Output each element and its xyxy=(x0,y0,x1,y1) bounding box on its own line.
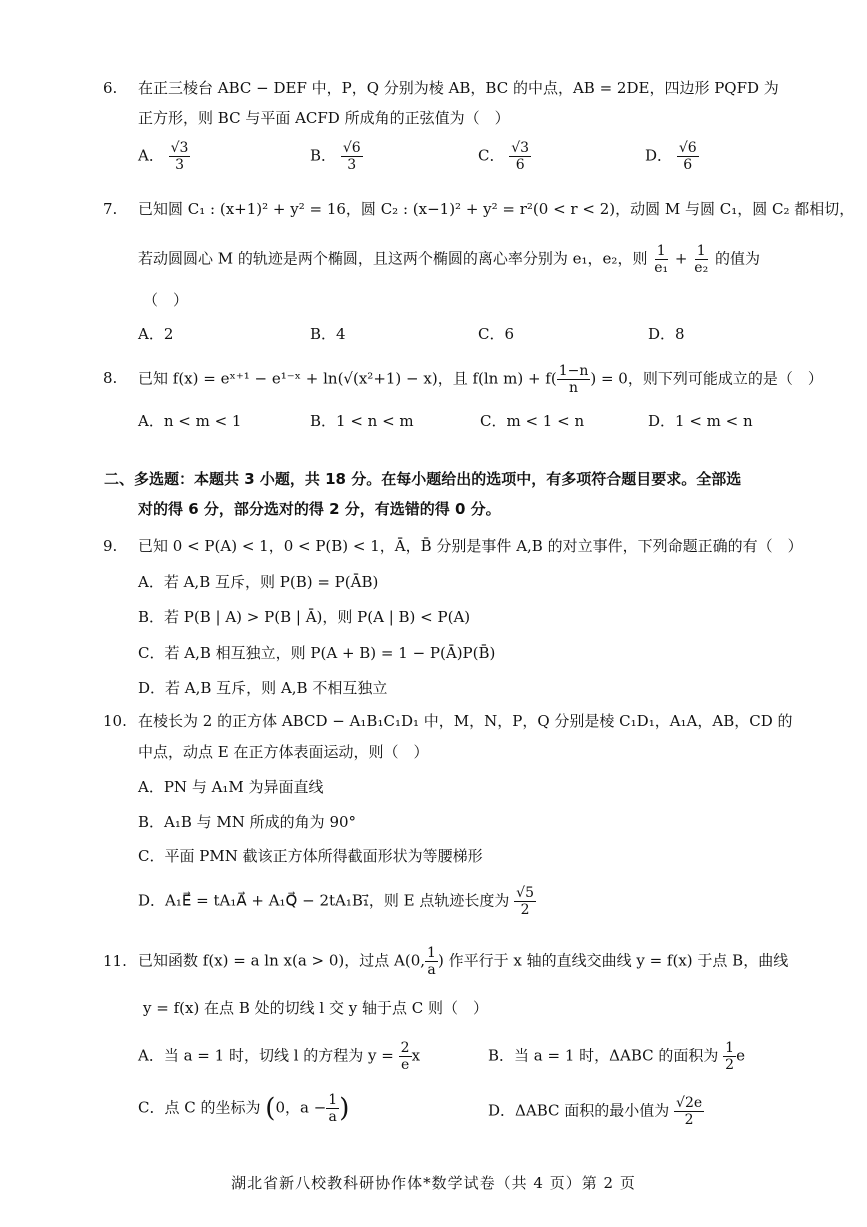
option-b: B．1 < n < m xyxy=(310,412,414,430)
option-b xyxy=(488,1040,745,1073)
option-c: C．m < 1 < n xyxy=(480,412,585,430)
question-text: 中点，动点 E 在正方体表面运动，则（ ） xyxy=(138,743,429,761)
option-c xyxy=(478,140,531,173)
section-heading: 二、多选题：本题共 3 小题，共 18 分。在每小题给出的选项中，有多项符合题目要求。全部选 xyxy=(104,470,742,488)
option-d xyxy=(488,1095,704,1128)
numerator: √3 xyxy=(511,140,530,156)
option-a: A．若 A,B 互斥，则 P(B) = P(ĀB) xyxy=(138,573,379,591)
question-text: 在正三棱台 ABC − DEF 中，P，Q 分别为棱 AB，BC 的中点，AB = 2DE，四边形 PQFD 为 xyxy=(138,79,779,97)
fraction xyxy=(674,1095,704,1128)
option-d xyxy=(645,140,699,173)
fraction xyxy=(169,140,191,173)
text-part: B．当 a = 1 时，ΔABC 的面积为 xyxy=(488,1046,719,1065)
denominator: 3 xyxy=(175,157,184,173)
text-part: D．ΔABC 面积的最小值为 xyxy=(488,1101,670,1120)
numerator: 1 xyxy=(328,1092,338,1108)
numerator: 1 xyxy=(725,1040,735,1056)
option-label: A． xyxy=(138,146,164,165)
denominator: 6 xyxy=(683,157,693,173)
denominator: a xyxy=(427,962,436,978)
denominator: 3 xyxy=(347,157,357,173)
denominator: e xyxy=(400,1057,410,1073)
fraction xyxy=(677,140,699,173)
option-d: D．若 A,B 互斥，则 A,B 不相互独立 xyxy=(138,679,388,697)
page-footer: 湖北省新八校教科研协作体*数学试卷（共 4 页）第 2 页 xyxy=(231,1174,636,1192)
option-b xyxy=(310,140,363,173)
option-d: D．1 < m < n xyxy=(648,412,753,430)
question-number: 11. xyxy=(103,952,127,970)
denominator: 6 xyxy=(515,157,525,173)
paren-close: ) xyxy=(339,1093,350,1124)
question-text: 正方形，则 BC 与平面 ACFD 所成角的正弦值为（ ） xyxy=(138,109,510,127)
fraction xyxy=(723,1040,736,1073)
text-part: 的值为 xyxy=(714,249,760,268)
question-text xyxy=(138,243,760,276)
numerator: √3 xyxy=(170,140,189,156)
denominator: e₁ xyxy=(654,260,669,276)
option-a: A．2 xyxy=(138,325,174,343)
paren-open: ( xyxy=(265,1093,276,1124)
option-d xyxy=(138,885,536,918)
option-a: A．PN 与 A₁M 为异面直线 xyxy=(138,778,324,796)
option-label: B． xyxy=(310,146,337,165)
section-heading: 对的得 6 分，部分选对的得 2 分，有选错的得 0 分。 xyxy=(138,500,501,518)
fraction xyxy=(341,140,363,173)
numerator: √5 xyxy=(516,885,534,901)
numerator: √6 xyxy=(678,140,697,156)
question-text xyxy=(138,945,788,978)
fraction xyxy=(514,885,536,918)
fraction xyxy=(692,243,710,276)
numerator: √6 xyxy=(342,140,361,156)
option-b: B．若 P(B | A) > P(B | Ā)，则 P(A | B) < P(A) xyxy=(138,608,471,626)
numerator: √2e xyxy=(676,1095,703,1111)
text-part: 已知函数 f(x) = a ln x(a > 0)，过点 A(0, xyxy=(138,951,426,970)
text-part: 若动圆圆心 M 的轨迹是两个椭圆，且这两个椭圆的离心率分别为 e₁，e₂，则 xyxy=(138,249,648,268)
denominator: a xyxy=(328,1109,337,1125)
question-text: y = f(x) 在点 B 处的切线 l 交 y 轴于点 C 则（ ） xyxy=(143,999,488,1017)
text-part: 已知 f(x) = eˣ⁺¹ − e¹⁻ˣ + ln(√(x²+1) − x)，且 f(ln m) + f( xyxy=(138,369,557,388)
text-part: ) 作平行于 x 轴的直线交曲线 y = f(x) 于点 B，曲线 xyxy=(437,951,789,970)
option-d: D．8 xyxy=(648,325,685,343)
numerator: 1 xyxy=(656,243,666,259)
question-number: 10. xyxy=(103,712,127,730)
fraction xyxy=(557,363,591,396)
denominator: 2 xyxy=(520,902,530,918)
numerator: 1−n xyxy=(558,363,589,379)
text-part: x xyxy=(411,1046,421,1065)
option-a: A．n < m < 1 xyxy=(138,412,242,430)
option-label: D． xyxy=(645,146,673,165)
question-text xyxy=(138,363,823,396)
numerator: 1 xyxy=(696,243,706,259)
text-part: ) = 0，则下列可能成立的是（ ） xyxy=(590,369,823,388)
question-number: 6. xyxy=(103,79,118,97)
fraction xyxy=(509,140,531,173)
text-part: A．当 a = 1 时，切线 l 的方程为 y = xyxy=(138,1046,394,1065)
text-part: D．A₁E⃗ = tA₁A⃗ + A₁Q⃗ − 2tA₁B₁⃗，则 E 点轨迹长度为 xyxy=(138,891,510,910)
option-label: C． xyxy=(478,146,505,165)
question-number: 7. xyxy=(103,200,118,218)
option-b: B．A₁B 与 MN 所成的角为 90° xyxy=(138,813,357,831)
option-c xyxy=(138,1092,349,1125)
fraction xyxy=(326,1092,339,1125)
numerator: 2 xyxy=(400,1040,410,1056)
option-b: B．4 xyxy=(310,325,346,343)
plus-sign: + xyxy=(674,249,688,268)
option-c: C．平面 PMN 截该正方体所得截面形状为等腰梯形 xyxy=(138,847,483,865)
option-c: C．6 xyxy=(478,325,515,343)
text-part: e xyxy=(736,1046,745,1065)
text-part: 0，a − xyxy=(275,1098,327,1117)
option-a xyxy=(138,140,190,173)
denominator: n xyxy=(569,380,579,396)
question-number: 8. xyxy=(103,369,118,387)
question-text: 在棱长为 2 的正方体 ABCD − A₁B₁C₁D₁ 中，M，N，P，Q 分别是棱 C₁D₁，A₁A，AB，CD 的 xyxy=(138,712,793,730)
question-number: 9. xyxy=(103,537,118,555)
fraction xyxy=(652,243,670,276)
denominator: 2 xyxy=(725,1057,735,1073)
text-part: C．点 C 的坐标为 xyxy=(138,1098,261,1117)
option-a xyxy=(138,1040,420,1073)
numerator: 1 xyxy=(427,945,436,961)
option-c: C．若 A,B 相互独立，则 P(A + B) = 1 − P(Ā)P(B̄) xyxy=(138,644,496,662)
denominator: 2 xyxy=(684,1112,694,1128)
fraction xyxy=(425,945,438,978)
denominator: e₂ xyxy=(694,260,709,276)
question-text: 已知 0 < P(A) < 1，0 < P(B) < 1，Ā，B̄ 分别是事件 A,B 的对立事件，下列命题正确的有（ ） xyxy=(138,537,803,555)
fraction xyxy=(399,1040,412,1073)
answer-brackets: （ ） xyxy=(143,291,189,309)
question-text: 已知圆 C₁ : (x+1)² + y² = 16，圆 C₂ : (x−1)² + y² = r²(0 < r < 2)，动圆 M 与圆 C₁，圆 C₂ 都相切， xyxy=(138,200,855,218)
